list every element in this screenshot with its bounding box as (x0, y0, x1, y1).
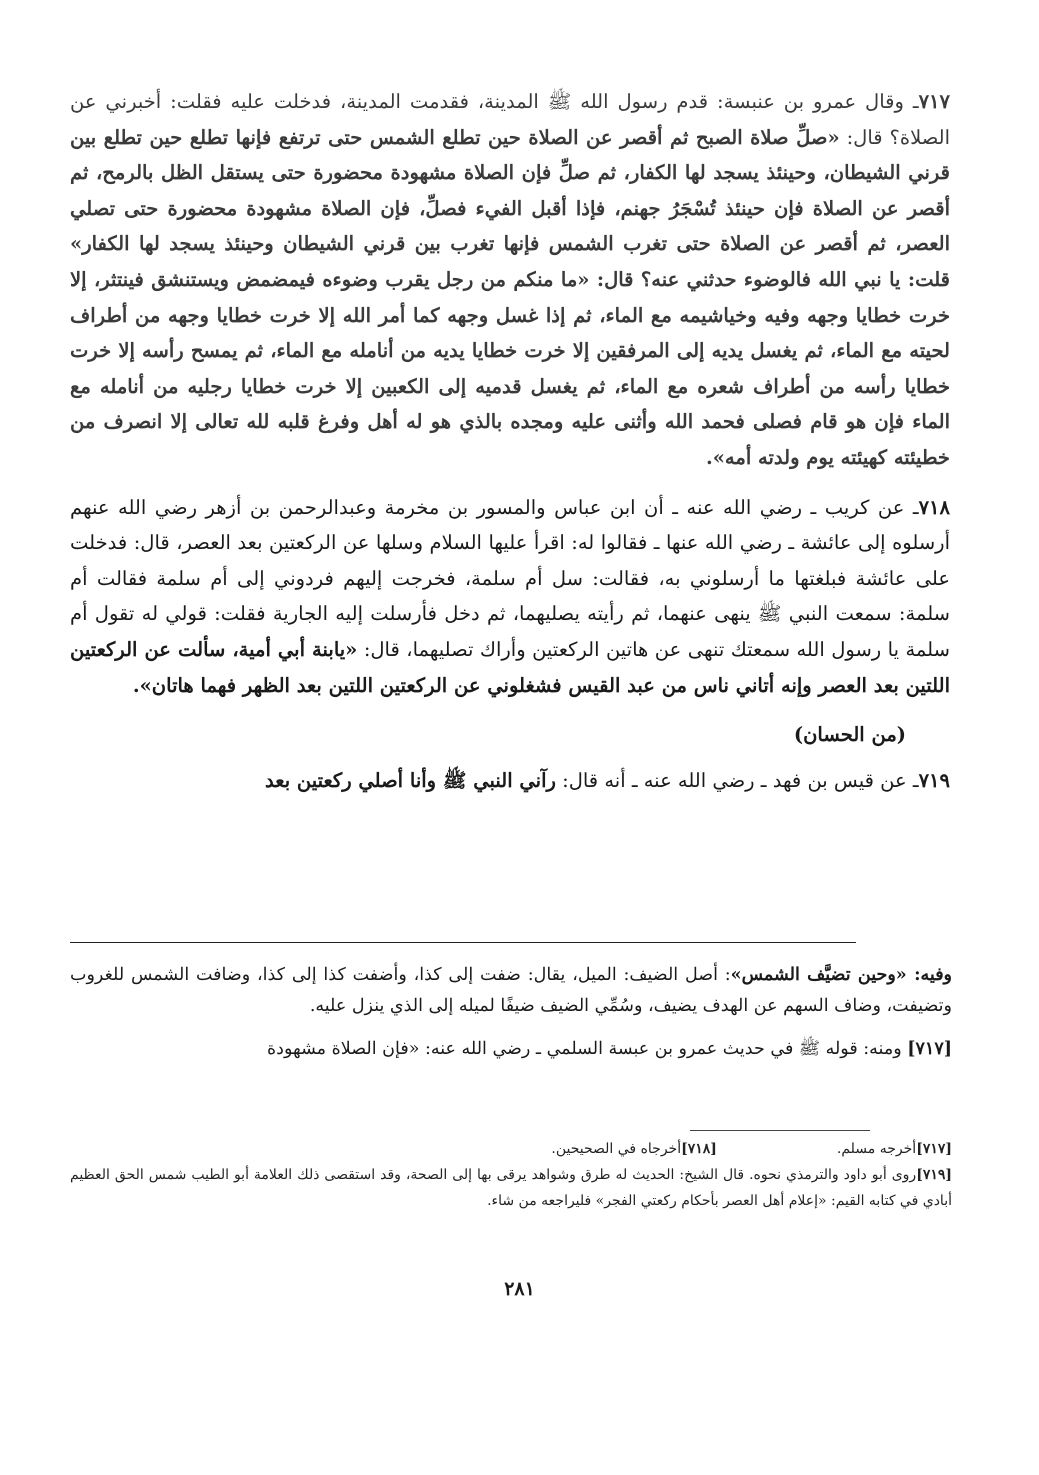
commentary-paragraph (70, 960, 952, 1022)
commentary-divider (70, 942, 856, 943)
hadith-719 (70, 763, 950, 799)
footnote-ref: [٧١٩] (916, 1167, 952, 1183)
hadith-text: «يابنة أبي أمية، سألت عن الركعتين اللتين بعد العصر وإنه أتاني ناس من عبد القيس فشغلوني عن الركعتين اللتين بعد الظهر فهما هاتان». (70, 637, 950, 697)
hadith-717 (70, 84, 950, 476)
footnote-text: أخرجه مسلم. (836, 1141, 917, 1157)
commentary (70, 960, 952, 1077)
commentary-ref: [٧١٧] (907, 1039, 952, 1059)
footnote-ref: [٧١٧] (916, 1141, 952, 1157)
main-text (70, 84, 950, 812)
page-number: ٢٨١ (504, 1278, 535, 1300)
hadith-intro: ـ عن قيس بن فهد ـ رضي الله عنه ـ أنه قال: (555, 768, 919, 792)
footnotes (70, 1136, 952, 1214)
hadith-intro: ـ عن كريب ـ رضي الله عنه ـ أن ابن عباس والمسور بن مخرمة وعبدالرحمن بن أزهر رضي الله عنهم أرسلوه إلى عائشة ـ رضي الله عنها ـ فقالوا له: اقرأ عليها السلام وسلها عن الركعتين بعد العصر، قال: فدخلت على عائشة فبلغتها ما أرسلوني به، فقالت: سل أم سلمة، فخرجت إليهم فردوني إلى أم سلمة فقالت أم سلمة: سمعت النبي ﷺ ينهى عنهما، ثم رأيته يصليهما، ثم دخل فأرسلت إليه الجارية فقلت: قولي له تقول أم سلمة يا رسول الله سمعتك تنهى عن هاتين الركعتين وأراك تصليهما، قال: (70, 495, 950, 661)
hadith-text: رآني النبي ﷺ وأنا أصلي ركعتين بعد (265, 768, 556, 792)
commentary-paragraph (70, 1034, 952, 1065)
footnote-text: أخرجاه في الصحيحين. (551, 1141, 682, 1157)
footnote-line (70, 1136, 952, 1162)
hadith-718 (70, 490, 950, 704)
section-heading: (من الحسان) (793, 723, 906, 747)
footnote-divider (690, 1130, 870, 1131)
footnote-text: روى أبو داود والترمذي نحوه. قال الشيخ: الحديث له طرق وشواهد يرقى بها إلى الصحة، وقد استقصى ذلك العلامة أبو الطيب شمس الحق العظيم أبادي في كتابه القيم: «إعلام أهل العصر بأحكام ركعتي الفجر» فليراجعه من شاء. (70, 1167, 952, 1209)
commentary-lead: وفيه: «وحين تضيَّف الشمس» (730, 965, 953, 985)
hadith-number: ٧١٩ (918, 768, 950, 792)
hadith-text: «صلِّ صلاة الصبح ثم أقصر عن الصلاة حين تطلع الشمس حتى ترتفع فإنها تطلع حين تطلع بين قرني الشيطان، وحينئذ يسجد لها الكفار، ثم صلِّ فإن الصلاة مشهودة محضورة حتى يستقل الظل بالرمح، ثم أقصر عن الصلاة فإن حينئذ تُسْجَرُ جهنم، فإذا أقبل الفيء فصلِّ، فإن الصلاة مشهودة محضورة حتى تصلي العصر، ثم أقصر عن الصلاة حتى تغرب الشمس فإنها تغرب بين قرني الشيطان وحينئذ يسجد لها الكفار» قلت: يا نبي الله فالوضوء حدثني عنه؟ قال: «ما منكم من رجل يقرب وضوءه فيمضمض ويستنشق فينتثر، إلا خرت خطايا وجهه وفيه وخياشيمه مع الماء، ثم إذا غسل وجهه كما أمر الله إلا خرت خطايا وجهه من أطراف لحيته مع الماء، ثم يغسل يديه إلى المرفقين إلا خرت خطايا يديه من أنامله مع الماء، ثم يمسح رأسه إلا خرت خطايا رأسه من أطراف شعره مع الماء، ثم يغسل قدميه إلى الكعبين إلا خرت خطايا رجليه من أنامله مع الماء فإن هو قام فصلى فحمد الله وأثنى عليه ومجده بالذي هو له أهل وفرغ قلبه لله تعالى إلا انصرف من خطيئته كهيئته يوم ولدته أمه». (70, 125, 950, 469)
footnote-ref: [٧١٨] (681, 1141, 717, 1157)
footnote-line (70, 1162, 952, 1214)
hadith-intro: ـ وقال عمرو بن عنبسة: قدم رسول الله ﷺ المدينة، فقدمت المدينة، فدخلت عليه فقلت: أخبرني عن الصلاة؟ قال: (70, 90, 950, 149)
hadith-number: ٧١٨ (918, 495, 950, 519)
hadith-number: ٧١٧ (918, 90, 950, 113)
commentary-body: ومنه: قوله ﷺ في حديث عمرو بن عبسة السلمي ـ رضي الله عنه: «فإن الصلاة مشهودة (267, 1039, 908, 1059)
commentary-body: : أصل الضيف: الميل، يقال: ضفت إلى كذا، وأضفت كذا إلى كذا، وضافت الشمس للغروب وتضيفت، وضاف السهم عن الهدف يضيف، وسُمِّي الضيف ضيفًا لميله إلى الذي ينزل عليه. (70, 965, 952, 1016)
